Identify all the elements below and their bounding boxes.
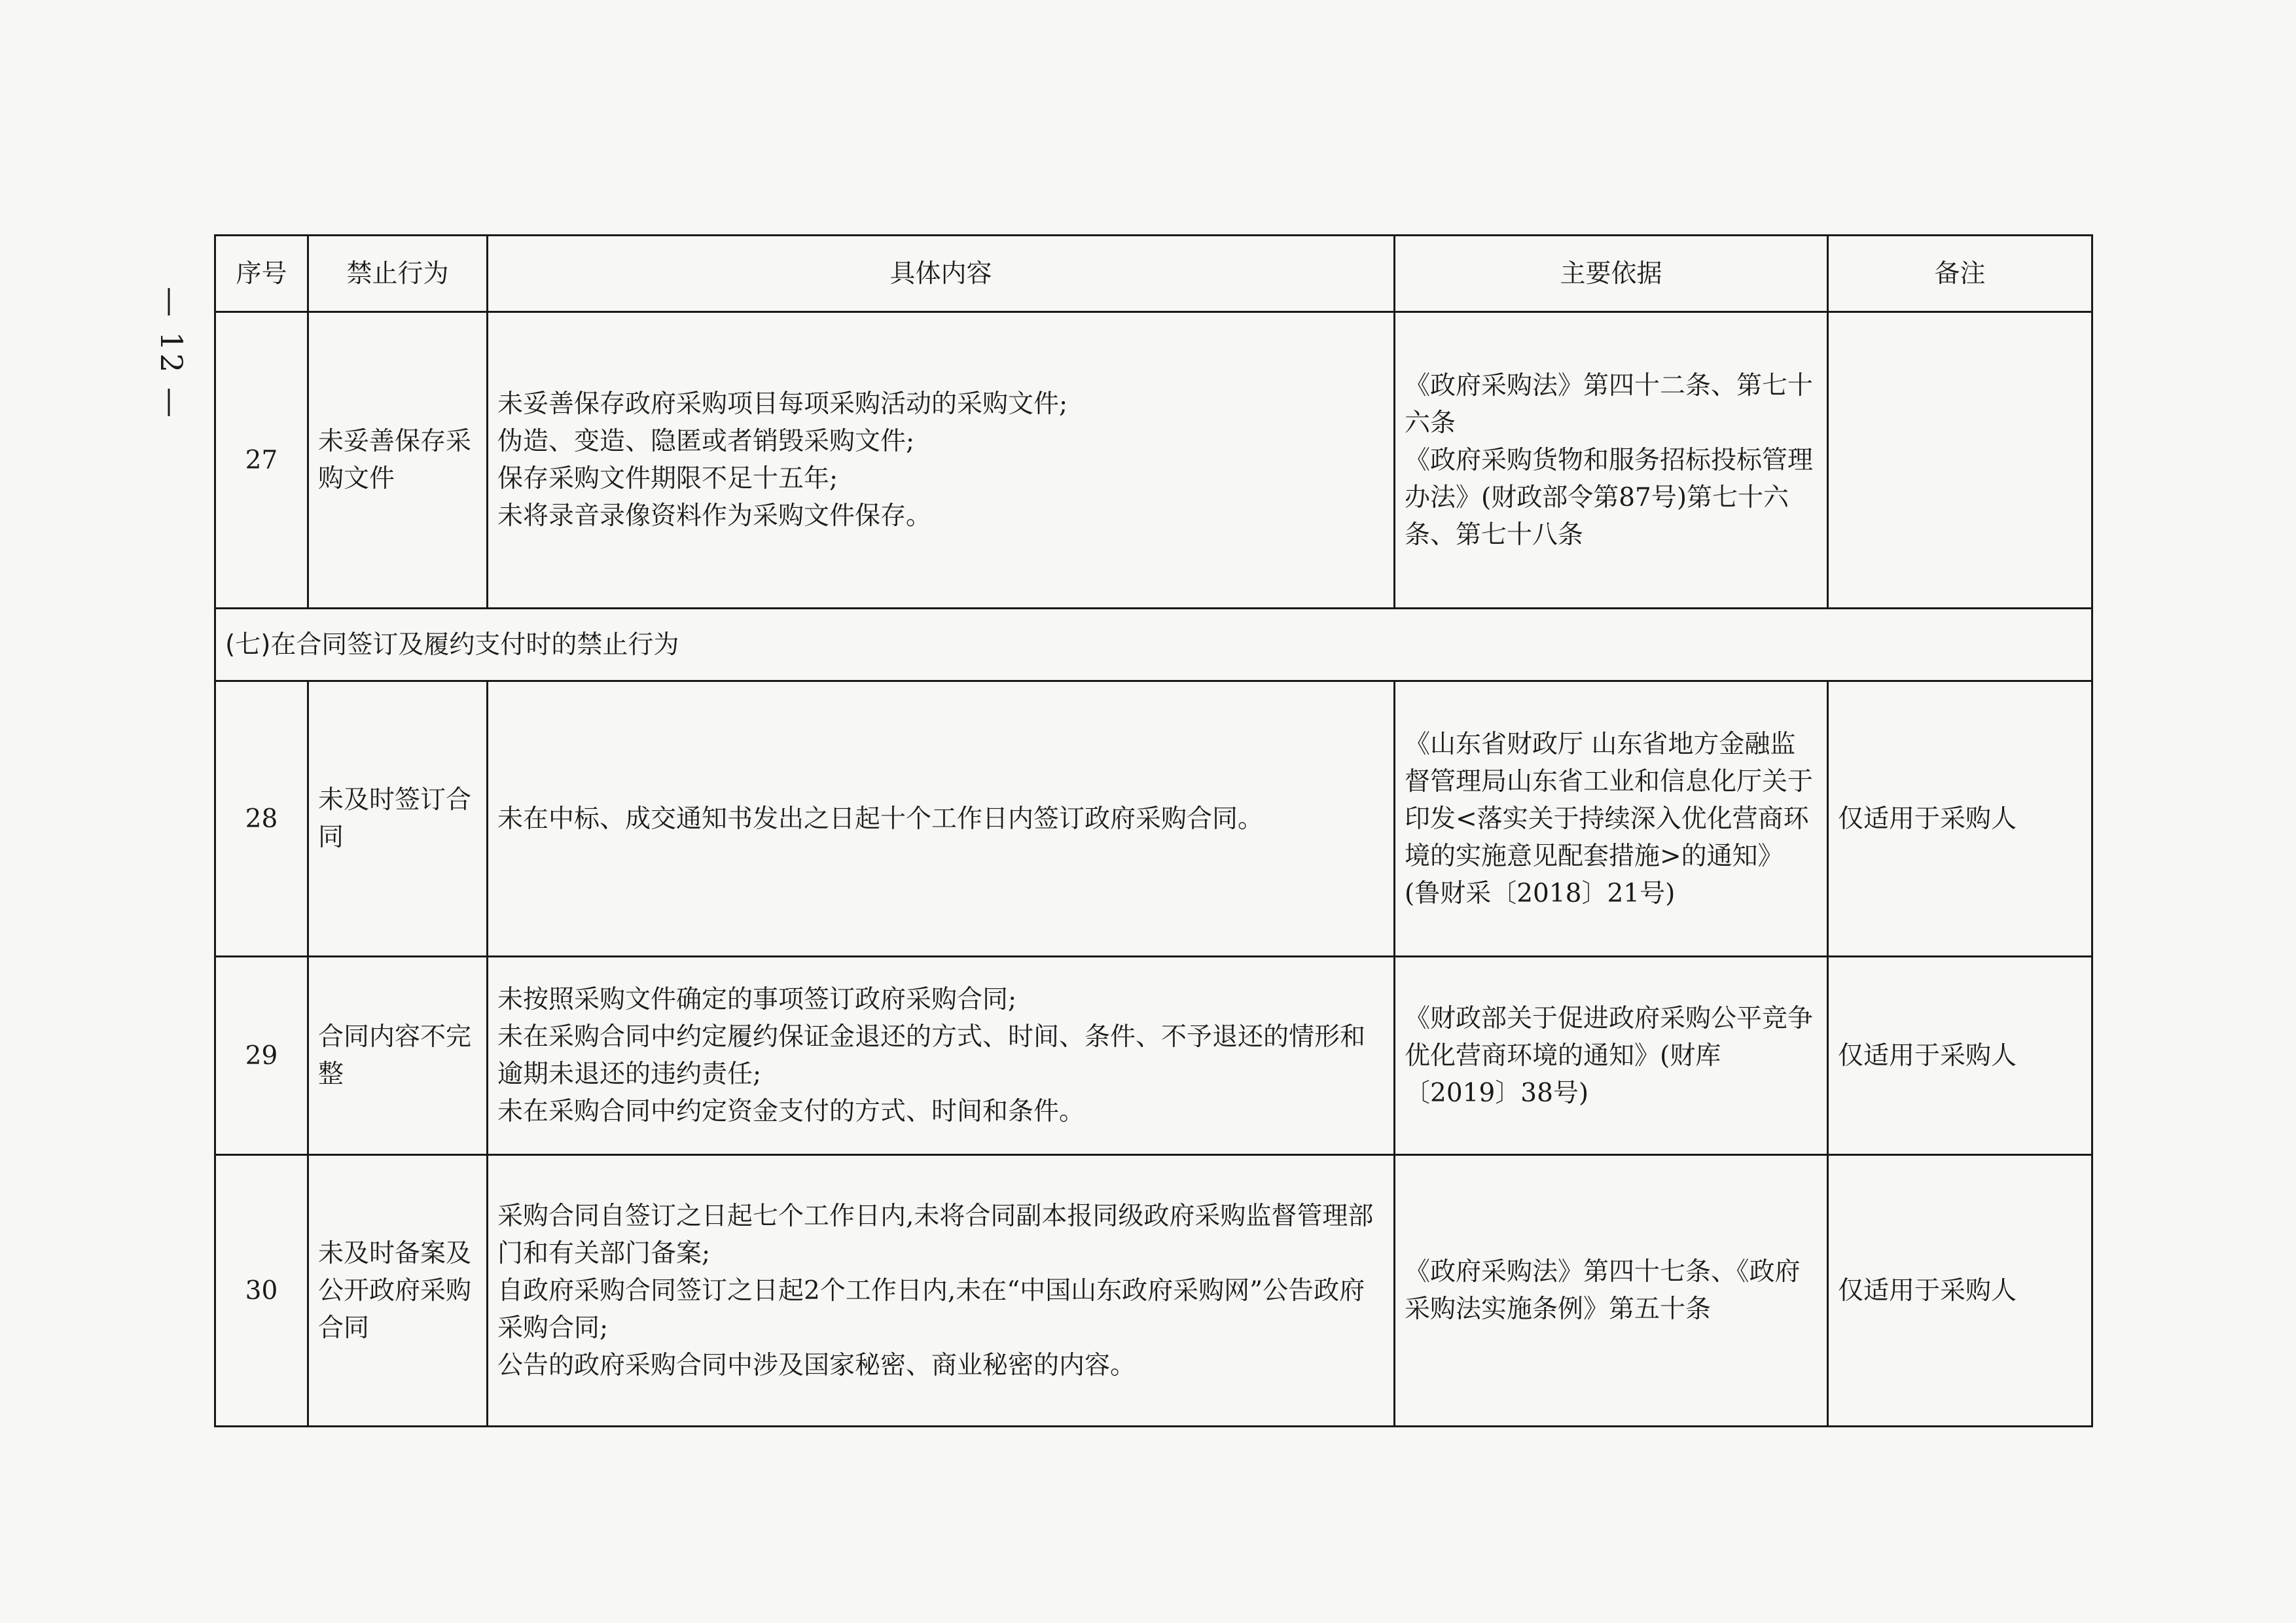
content-line: 公告的政府采购合同中涉及国家秘密、商业秘密的内容。 bbox=[497, 1350, 1136, 1380]
row-note: 仅适用于采购人 bbox=[1828, 681, 2092, 957]
table-row bbox=[215, 312, 2092, 609]
row-note: 仅适用于采购人 bbox=[1828, 957, 2092, 1155]
row-content bbox=[488, 1155, 1395, 1427]
header-seq: 序号 bbox=[215, 236, 308, 312]
section-title: (七)在合同签订及履约支付时的禁止行为 bbox=[215, 609, 2092, 681]
content-line: 未将录音录像资料作为采购文件保存。 bbox=[497, 501, 932, 531]
header-behavior: 禁止行为 bbox=[308, 236, 488, 312]
page-number: — 12 — bbox=[154, 287, 189, 420]
content-line: 未在采购合同中约定履约保证金退还的方式、时间、条件、不予退还的情形和逾期未退还的违约责任; bbox=[497, 1022, 1366, 1089]
table-row bbox=[215, 681, 2092, 957]
row-content bbox=[488, 312, 1395, 609]
row-basis bbox=[1395, 681, 1828, 957]
row-content bbox=[488, 957, 1395, 1155]
content-line: 未妥善保存政府采购项目每项采购活动的采购文件; bbox=[497, 389, 1068, 419]
content-line: 保存采购文件期限不足十五年; bbox=[497, 464, 838, 493]
basis-line: 《财政部关于促进政府采购公平竞争优化营商环境的通知》(财库〔2019〕38号) bbox=[1405, 1003, 1814, 1108]
table-header-row bbox=[215, 236, 2092, 312]
header-note: 备注 bbox=[1828, 236, 2092, 312]
section-row bbox=[215, 609, 2092, 681]
table-row bbox=[215, 957, 2092, 1155]
row-content bbox=[488, 681, 1395, 957]
content-line: 未在中标、成交通知书发出之日起十个工作日内签订政府采购合同。 bbox=[497, 804, 1264, 834]
prohibited-behaviors-table bbox=[214, 234, 2093, 1427]
table-row bbox=[215, 1155, 2092, 1427]
basis-line: 《政府采购法》第四十二条、第七十六条 bbox=[1405, 370, 1814, 438]
basis-line: 《政府采购货物和服务招标投标管理办法》(财政部令第87号)第七十六条、第七十八条 bbox=[1405, 445, 1814, 550]
row-seq: 28 bbox=[215, 681, 308, 957]
content-line: 未在采购合同中约定资金支付的方式、时间和条件。 bbox=[497, 1097, 1085, 1126]
row-seq: 29 bbox=[215, 957, 308, 1155]
row-behavior: 未及时备案及公开政府采购合同 bbox=[308, 1155, 488, 1427]
row-seq: 30 bbox=[215, 1155, 308, 1427]
row-behavior: 未及时签订合同 bbox=[308, 681, 488, 957]
header-basis: 主要依据 bbox=[1395, 236, 1828, 312]
content-line: 未按照采购文件确定的事项签订政府采购合同; bbox=[497, 985, 1017, 1014]
row-note: 仅适用于采购人 bbox=[1828, 1155, 2092, 1427]
header-content: 具体内容 bbox=[488, 236, 1395, 312]
basis-line: 《政府采购法》第四十七条、《政府采购法实施条例》第五十条 bbox=[1405, 1257, 1801, 1324]
row-basis bbox=[1395, 312, 1828, 609]
content-line: 自政府采购合同签订之日起2个工作日内,未在“中国山东政府采购网”公告政府采购合同; bbox=[497, 1275, 1365, 1343]
row-behavior: 未妥善保存采购文件 bbox=[308, 312, 488, 609]
row-seq: 27 bbox=[215, 312, 308, 609]
content-line: 伪造、变造、隐匿或者销毁采购文件; bbox=[497, 427, 915, 456]
content-line: 采购合同自签订之日起七个工作日内,未将合同副本报同级政府采购监督管理部门和有关部门备案; bbox=[497, 1201, 1374, 1268]
row-behavior: 合同内容不完整 bbox=[308, 957, 488, 1155]
row-basis bbox=[1395, 957, 1828, 1155]
row-note bbox=[1828, 312, 2092, 609]
row-basis bbox=[1395, 1155, 1828, 1427]
basis-line: 《山东省财政厅 山东省地方金融监督管理局山东省工业和信息化厅关于印发<落实关于持续深入优化营商环境的实施意见配套措施>的通知》(鲁财采〔2018〕21号) bbox=[1405, 729, 1814, 908]
